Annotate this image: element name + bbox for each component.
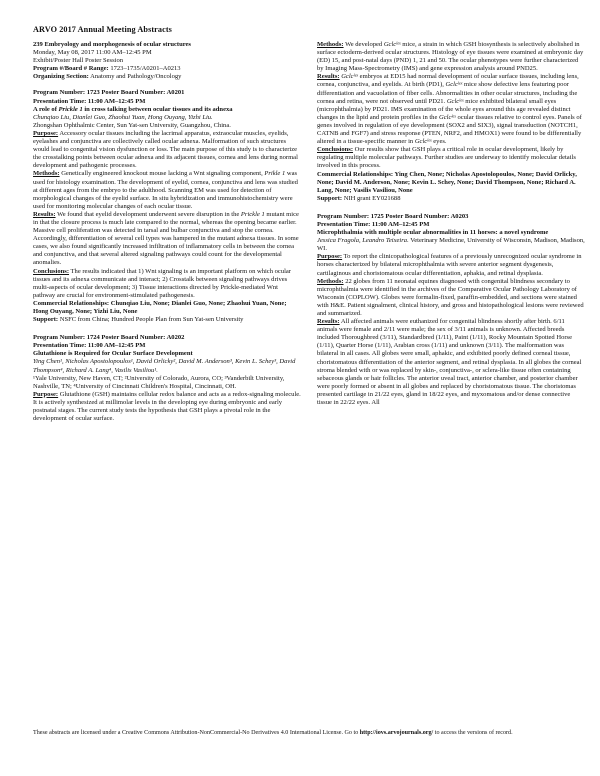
session-organizing-section bbox=[33, 73, 301, 81]
purpose-text: To report the clinicopathological features of a previously unrecognized ocular syndrome in horses characterized by bilateral microphthalmia with severe anterior segment dysgenesis, cartilaginous and choristomatous ocular differentiation, aphakia, and retinal dysplasia. bbox=[317, 253, 582, 277]
session-datetime: Monday, May 08, 2017 11:00 AM–12:45 PM bbox=[33, 49, 152, 57]
affiliation: ¹Yale University, New Haven, CT; ²University of Colorado, Aurora, CO; ³Vanderbilt University, Nashville, TN; ⁴University of Cincinnati Children's Hospital, Cincinnati, OH. bbox=[33, 374, 285, 390]
authors-affiliation bbox=[317, 237, 585, 253]
results-text: All affected animals were euthanized for congenital blindness shortly after birth. 6/11 animals were female and 2/11 were male; the sex of 3/11 animals is unknown. Affected breeds included Thoroughbred (3/11), Standardbred (1/11), Paint (1/11), Rocky Mountain Spotted Horse (1/11), Quarter Horse (1/11), Arabian cross (1/11) and unknown (3/11). The malformation was bilateral in all cases. All globes were small, aphakic, and exhibited poorly defined corneal tissue, choristomatous differentiation of the anterior segment, and retinal dysplasia. In all globes the corneal stroma blended with or was replaced by skin-, conjunctiva-, or sclera-like tissue often containing sebaceous glands or hair follicles. The anterior uveal tract, anterior chamber, and posterior chamber were poorly formed or absent in all globes and replaced by choristomatous tissue. The choristomas presented cartilage in 21/22 eyes, gland in 18/22 eyes, and myxomatous and/or dense connective tissue in 22/22 eyes. All bbox=[317, 318, 582, 407]
results-gene: Gclcˡᵉˣ bbox=[439, 113, 456, 121]
results-paragraph bbox=[317, 318, 585, 407]
commercial-label: Commercial Relationships: bbox=[317, 170, 394, 178]
support-label: Support: bbox=[33, 316, 59, 324]
results-paragraph bbox=[317, 73, 585, 146]
commercial-relationships bbox=[317, 171, 585, 195]
session-program-range bbox=[33, 65, 301, 73]
abstract-1723 bbox=[33, 89, 301, 324]
purpose-label: Purpose: bbox=[317, 253, 343, 261]
methods-text: We developed bbox=[343, 41, 384, 48]
support-label: Support: bbox=[317, 194, 343, 202]
program-range-value: 1723–1735/A0201–A0213 bbox=[110, 65, 181, 73]
conclusions-text: The results indicated that 1) Wnt signaling is an important platform on which ocular tissues and its adnexa communicate and interact; 2) Crosstalk between signaling pathways drives multi-aspects of ocular development; 3) Tissue interactions directed by Prickle-mediated Wnt pathway are crucial for environment-stimulated pathogenesis. bbox=[33, 267, 291, 299]
program-number: Program Number: 1724 Poster Board Number: A0202 bbox=[33, 334, 185, 342]
support bbox=[317, 195, 585, 203]
affiliation: Zhongshan Ophthalmic Center, Sun Yat-sen University, Guangzhou, China. bbox=[33, 121, 231, 129]
results-label: Results: bbox=[317, 318, 340, 326]
conclusions-label: Conclusions: bbox=[317, 146, 354, 154]
purpose-paragraph bbox=[33, 130, 301, 170]
purpose-label: Purpose: bbox=[33, 390, 59, 398]
affiliation: Veterinary Medicine, University of Wisconsin, Madison, Madison, WI. bbox=[317, 237, 585, 253]
methods-gene: Prikle 1 bbox=[264, 170, 286, 178]
session-block bbox=[33, 41, 301, 81]
presentation-time: Presentation Time: 11:00 AM–12:45 PM bbox=[33, 97, 146, 105]
purpose-paragraph bbox=[317, 253, 585, 277]
conclusions-text: Our results show that GSH plays a critical role in ocular development, likely by regulating multiple molecular pathways. Further studies are underway to identify molecular details involved in this process. bbox=[317, 146, 576, 170]
conclusions-paragraph bbox=[33, 268, 301, 300]
purpose-text: Glutathione (GSH) maintains cellular redox balance and acts as a redox-signaling molecule. It is actively synthesized at millimolar levels in the developing eye during embryonic and early postnatal stages. The current study tests the hypothesis that GSH plays a pivotal role in the development of ocular surface. bbox=[33, 390, 301, 423]
commercial-label: Commercial Relationships: bbox=[33, 299, 110, 307]
methods-gene: Gclcˡᵉˣ bbox=[383, 41, 401, 48]
results-label: Results: bbox=[33, 210, 56, 218]
methods-text: mice, a strain in which GSH biosynthesis is selectively abolished in surface ectoderm-derived ocular structures. Histology of eye tissues were examined at embryonic day (ED) 15, and post-natal days (PND) 1, 21 and 50. The ocular phenotypes were further characterized by Imaging Mass-Spectrometry (IMS) and gene expression analysis around PND25. bbox=[317, 41, 584, 73]
results-text: mice show defective lens featuring poor differentiation and vacuolation of fiber cells. Abnormalities in other ocular structures, including the cornea and retina, were not observed until PD21. bbox=[317, 81, 578, 105]
results-paragraph bbox=[33, 211, 301, 268]
results-text: We found that eyelid development underwent severe disruption in the bbox=[55, 210, 241, 218]
session-title: 239 Embryology and morphogenesis of ocular structures bbox=[33, 41, 191, 48]
methods-text: Genetically engineered knockout mouse lacking a Wnt signaling component, bbox=[59, 170, 265, 178]
purpose-label: Purpose: bbox=[33, 129, 59, 137]
org-value: Anatomy and Pathology/Oncology bbox=[90, 73, 182, 81]
session-location: Exhibit/Poster Hall Poster Session bbox=[33, 57, 124, 65]
program-number: Program Number: 1725 Poster Board Number: A0203 bbox=[317, 212, 469, 220]
right-column bbox=[317, 41, 585, 407]
abstract-1724-continued bbox=[317, 41, 585, 203]
methods-paragraph bbox=[317, 41, 585, 73]
left-column bbox=[33, 41, 301, 423]
results-text: eyes. bbox=[431, 138, 447, 146]
support-text: NSFC from China; Hundred People Plan from Sun Yat-sen University bbox=[58, 316, 244, 324]
results-gene: Gclcˡᵉˣ bbox=[414, 138, 432, 146]
abstract-title: Microphthalmia with multiple ocular abnormalities in 11 horses: a novel syndrome bbox=[317, 229, 549, 237]
commercial-text: Ying Chen, None; Nicholas Apostolopoulos, None; David Orlicky, None; David M. Anderson, None; Kevin L. Schey, None; David Thompson, None; Richard A. Lang, None; Vasilis Vasiliou, None bbox=[317, 170, 577, 194]
conclusions-label: Conclusions: bbox=[33, 267, 70, 275]
page-header: ARVO 2017 Annual Meeting Abstracts bbox=[33, 25, 172, 34]
results-text: mutant mice in that the closure process is much late compared to the normal, whereas the opening became earlier. Massive cell proliferation was detected in tarsal and bulbar conjunctiva and stop the cornea. Accordingly, differentiation of several cell types was hampered in the mutant adnexa tissues. In some cases, we also found significantly increased infiltration of inflammatory cells in between the cornea and conjunctiva, and that several altered signaling pathways could count for the developmental anomalies. bbox=[33, 210, 299, 267]
results-gene: Gclcˡᵉˣ bbox=[445, 81, 463, 89]
org-label: Organizing Section: bbox=[33, 73, 89, 81]
purpose-text: Accessory ocular tissues including the lacrimal apparatus, extraocular muscles, eyelids, eyelashes and conjunctiva are collectively called ocular adnexa. Malformation of such structures would lead to congenital vision dysfunction or loss. The main purpose of this study is to characterize the crosstalking points between ocular adnexa and its adjacent tissues, cornea and lens during normal development and pathogenic processes. bbox=[33, 129, 298, 170]
commercial-relationships bbox=[33, 300, 301, 316]
abstract-title bbox=[33, 106, 301, 114]
presentation-time: Presentation Time: 11:00 AM–12:45 PM bbox=[317, 220, 430, 228]
methods-label: Methods: bbox=[33, 170, 60, 178]
commercial-text: Chunqiao Liu, None; Dianlei Guo, None; Zhaohui Yuan, None; Hong Ouyang, None; Yizhi Liu, None bbox=[33, 299, 287, 315]
methods-paragraph bbox=[317, 278, 585, 318]
license-text-end: to access the versions of record. bbox=[433, 730, 513, 736]
license-footer bbox=[33, 729, 573, 737]
conclusions-paragraph bbox=[317, 146, 585, 170]
methods-text: was used for histology examination. The development of eyelid, cornea, conjunctiva and lens was studied at different ages from the embryo to the adulthood. Scanning EM was used for detection of morphological changes of the eyelid surface. In situ hybridization and immunohistochemistry were used for monitoring molecular changes of each ocular tissue. bbox=[33, 170, 298, 210]
support bbox=[33, 316, 301, 324]
results-gene: Gclcˡᵉˣ bbox=[341, 73, 359, 81]
methods-label: Methods: bbox=[317, 41, 344, 48]
abstract-title: Glutathione is Required for Ocular Surface Development bbox=[33, 350, 193, 358]
methods-text: 22 globes from 11 neonatal equines diagnosed with congenital blindness secondary to microphthalmia were identified in the archives of the Comparative Ocular Pathology Laboratory of Wisconsin (COPLOW). Globes were formalin-fixed, paraffin-embedded, and sections were stained with H&E. Patient signalment, clinical history, and gross and histopathological lesions were reviewed and summarized. bbox=[317, 277, 584, 317]
abstract-1725 bbox=[317, 213, 585, 407]
program-range-label: Program #/Board # Range: bbox=[33, 65, 109, 73]
program-number: Program Number: 1723 Poster Board Number: A0201 bbox=[33, 89, 185, 97]
presentation-time: Presentation Time: 11:00 AM–12:45 PM bbox=[33, 342, 146, 350]
results-text: ocular tissues relative to control eyes. Panels of genes involved in regulation of eye development (SOX2 and SIX3), signal transduction (NOTCH1, CATNB and FGF7) and stress response (PTEN, NRF2, and HMOX1) were found to be differentially altered in a tissue-specific manner in bbox=[317, 113, 582, 146]
license-text: These abstracts are licensed under a Creative Commons Attribution-NonCommercial-No Derivatives 4.0 International License. Go to bbox=[33, 730, 360, 736]
title-part: A role of bbox=[33, 105, 59, 113]
results-label: Results: bbox=[317, 73, 340, 81]
support-text: NIH grant EY021688 bbox=[342, 194, 401, 202]
abstract-1724 bbox=[33, 334, 301, 423]
results-gene: Prickle 1 bbox=[240, 210, 265, 218]
methods-label: Methods: bbox=[317, 277, 344, 285]
results-gene: Gclcˡᵉˣ bbox=[446, 97, 464, 105]
authors: Ying Chen¹, Nicholas Apostolopoulos¹, David Orlicky², David M. Anderson³, Kevin L. Schey³, David Thompson⁴, Richard A. Lang⁴, Vasilis Vasiliou¹. bbox=[33, 358, 296, 374]
purpose-paragraph bbox=[33, 391, 301, 423]
results-text: embryos at ED15 had normal development of ocular surface tissues, including lens, cornea, conjunctiva, and eyelids. At birth (PD1), bbox=[317, 73, 579, 89]
title-gene: Prickle 1 bbox=[58, 105, 83, 113]
methods-paragraph bbox=[33, 170, 301, 210]
title-part: in cross talking between ocular tissues and its adnexa bbox=[82, 105, 233, 113]
authors: Jessica Fragola, Leandro Teixeira. bbox=[317, 237, 409, 245]
journal-link[interactable]: http://iovs.arvojournals.org/ bbox=[359, 730, 434, 736]
results-text: mice exhibited bilateral small eyes (microphthalmia) by PD21. IMS examination of the whole eyes around this age revealed distinct changes in the lipid and protein profiles in the bbox=[317, 97, 571, 121]
authors: Chunqiao Liu, Dianlei Guo, Zhaohui Yuan, Hong Ouyang, Yizhi Liu. bbox=[33, 113, 213, 121]
